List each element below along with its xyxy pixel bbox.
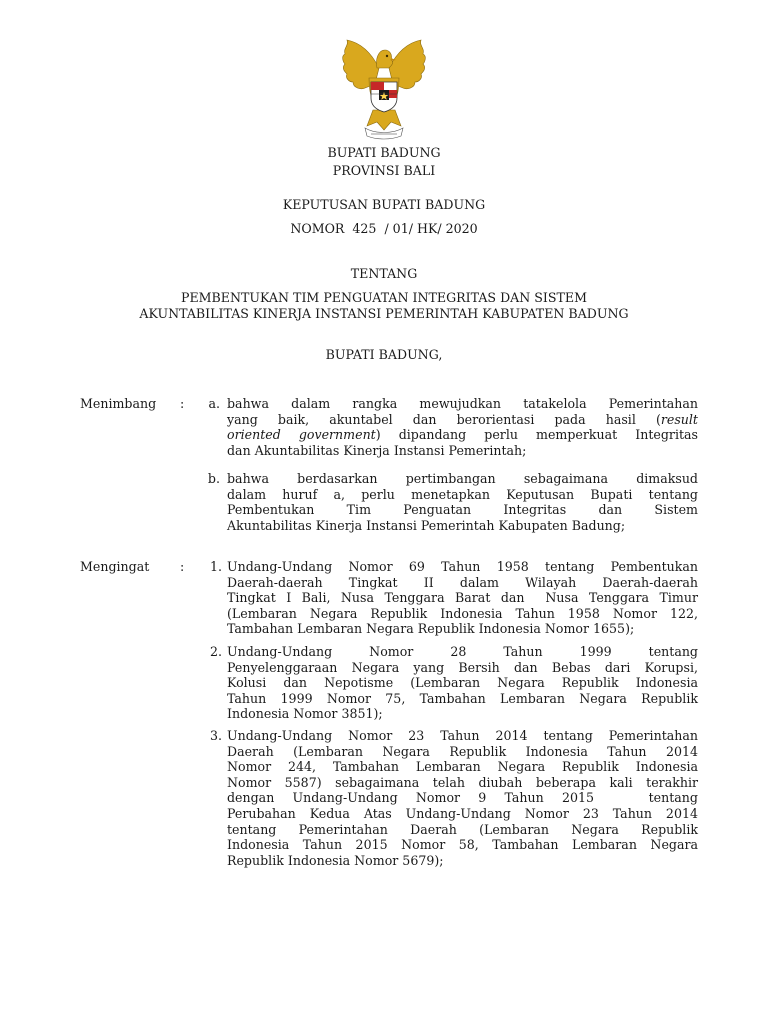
mengingat-item-3: [227, 728, 698, 868]
header-line-1: BUPATI BADUNG: [327, 145, 441, 160]
text-line: Pembentukan Tim Penguatan Integritas dan Sistem: [227, 502, 698, 518]
text-line: Undang-Undang Nomor 69 Tahun 1958 tentang Pembentukan: [227, 559, 698, 574]
text-line: Daerah (Lembaran Negara Republik Indonesia Tahun 2014: [227, 743, 698, 759]
text-line: Indonesia Tahun 2015 Nomor 58, Tambahan Lembaran Negara: [227, 837, 698, 853]
menimbang-colon: :: [180, 396, 185, 411]
official-title: BUPATI BADUNG,: [325, 347, 443, 362]
menimbang-label: Menimbang: [80, 396, 157, 411]
about-heading: TENTANG: [350, 266, 418, 281]
text-line: Tahun 1999 Nomor 75, Tambahan Lembaran Negara Republik: [227, 690, 698, 706]
text-line: (Lembaran Negara Republik Indonesia Tahun 1958 Nomor 122,: [227, 605, 698, 621]
mengingat-item-2: [227, 644, 698, 722]
mengingat-colon: :: [180, 559, 185, 574]
text-line: Kolusi dan Nepotisme (Lembaran Negara Republik Indonesia: [227, 675, 698, 691]
mengingat-label: Mengingat: [80, 559, 150, 574]
menimbang-item-a: [227, 396, 698, 458]
shield-icon: [371, 82, 397, 112]
text-line: Undang-Undang Nomor 23 Tahun 2014 tentang Pemerintahan: [227, 728, 698, 743]
text-line: dan Akuntabilitas Kinerja Instansi Pemerintah;: [227, 442, 527, 458]
menimbang-marker-a: a.: [208, 396, 220, 411]
text-line: dalam huruf a, perlu menetapkan Keputusan Bupati tentang: [227, 486, 698, 502]
text-line: Republik Indonesia Nomor 5679);: [227, 852, 444, 868]
subject-line-2: AKUNTABILITAS KINERJA INSTANSI PEMERINTAH KABUPATEN BADUNG: [139, 306, 629, 321]
text-line: Akuntabilitas Kinerja Instansi Pemerintah Kabupaten Badung;: [227, 517, 626, 533]
header-line-2: PROVINSI BALI: [332, 163, 436, 178]
mengingat-item-1: [227, 559, 698, 637]
text-line: Nomor 5587) sebagaimana telah diubah beberapa kali terakhir: [227, 774, 698, 790]
garuda-emblem-icon: [339, 38, 429, 140]
menimbang-marker-b: b.: [207, 471, 220, 486]
mengingat-marker-2: 2.: [209, 644, 222, 659]
text-line: Penyelenggaraan Negara yang Bersih dan Bebas dari Korupsi,: [227, 659, 698, 675]
text-line: yang baik, akuntabel dan berorientasi pada hasil (result: [227, 411, 698, 427]
text-line: tentang Pemerintahan Daerah (Lembaran Negara Republik: [227, 821, 698, 837]
text-line: Daerah-daerah Tingkat II dalam Wilayah Daerah-daerah: [227, 574, 698, 590]
text-line: Nomor 244, Tambahan Lembaran Negara Republik Indonesia: [227, 759, 698, 775]
decree-title: KEPUTUSAN BUPATI BADUNG: [282, 197, 486, 212]
text-line: dengan Undang-Undang Nomor 9 Tahun 2015 tentang: [227, 790, 698, 806]
text-line: Tambahan Lembaran Negara Republik Indonesia Nomor 1655);: [227, 621, 635, 637]
decree-number: NOMOR 425 / 01/ HK/ 2020: [290, 221, 478, 236]
text-line: bahwa berdasarkan pertimbangan sebagaimana dimaksud: [227, 471, 698, 486]
text-line: Perubahan Kedua Atas Undang-Undang Nomor 23 Tahun 2014: [227, 805, 698, 821]
text-line: Undang-Undang Nomor 28 Tahun 1999 tentang: [227, 644, 698, 659]
text-line: Tingkat I Bali, Nusa Tenggara Barat dan Nusa Tenggara Timur: [227, 590, 698, 606]
text-line: bahwa dalam rangka mewujudkan tatakelola Pemerintahan: [227, 396, 698, 411]
subject-line-1: PEMBENTUKAN TIM PENGUATAN INTEGRITAS DAN SISTEM: [180, 290, 587, 305]
menimbang-item-b: [227, 471, 698, 533]
mengingat-marker-1: 1.: [209, 559, 222, 574]
text-line: Indonesia Nomor 3851);: [227, 706, 383, 722]
mengingat-marker-3: 3.: [209, 728, 222, 743]
text-line: oriented government) dipandang perlu memperkuat Integritas: [227, 427, 698, 443]
